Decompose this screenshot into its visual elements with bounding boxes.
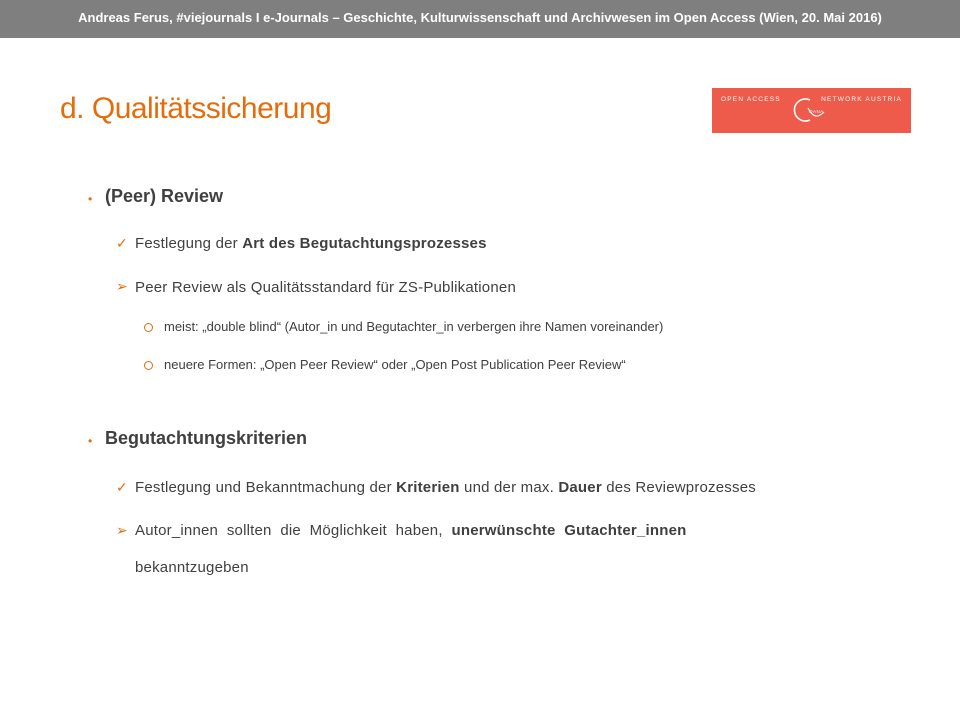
- header-text: Andreas Ferus, #viejournals I e-Journals – Geschichte, Kulturwissenschaft und Archivwesen im Open Access (Wien, 20. Mai 2016): [78, 10, 882, 25]
- sub-item: meist: „double blind“ (Autor_in und Begutachter_in verbergen ihre Namen voreinander): [164, 319, 664, 334]
- logo-right-text: NETWORK AUSTRIA: [821, 96, 902, 103]
- bullet-icon: •: [88, 192, 93, 206]
- sub-item: neuere Formen: „Open Peer Review“ oder „Open Post Publication Peer Review“: [164, 357, 626, 372]
- logo-sub-text: OANA: [809, 109, 824, 114]
- slide-title: d. Qualitätssicherung: [60, 92, 332, 125]
- arrow-item: Peer Review als Qualitätsstandard für ZS-Publikationen: [135, 279, 516, 296]
- check-item: Festlegung der Art des Begutachtungsprozesses: [135, 235, 487, 252]
- section-heading: (Peer) Review: [105, 186, 224, 206]
- arrow-bullet-icon: ➢: [116, 522, 128, 538]
- section-heading: Begutachtungskriterien: [105, 428, 308, 448]
- circle-bullet-icon: [144, 361, 153, 370]
- oana-logo: [712, 88, 911, 133]
- arrow-bullet-icon: ➢: [116, 278, 128, 294]
- arrow-item: Autor_innen sollten die Möglichkeit haben, unerwünschte Gutachter_innen: [135, 522, 687, 539]
- check-item: Festlegung und Bekanntmachung der Kriterien und der max. Dauer des Reviewprozesses: [135, 479, 756, 496]
- arrow-item-continuation: bekanntzugeben: [135, 559, 249, 576]
- logo-left-text: OPEN ACCESS: [721, 96, 781, 103]
- bullet-icon: •: [88, 434, 93, 448]
- checkmark-icon: ✓: [116, 235, 128, 251]
- circle-bullet-icon: [144, 323, 153, 332]
- checkmark-icon: ✓: [116, 479, 128, 495]
